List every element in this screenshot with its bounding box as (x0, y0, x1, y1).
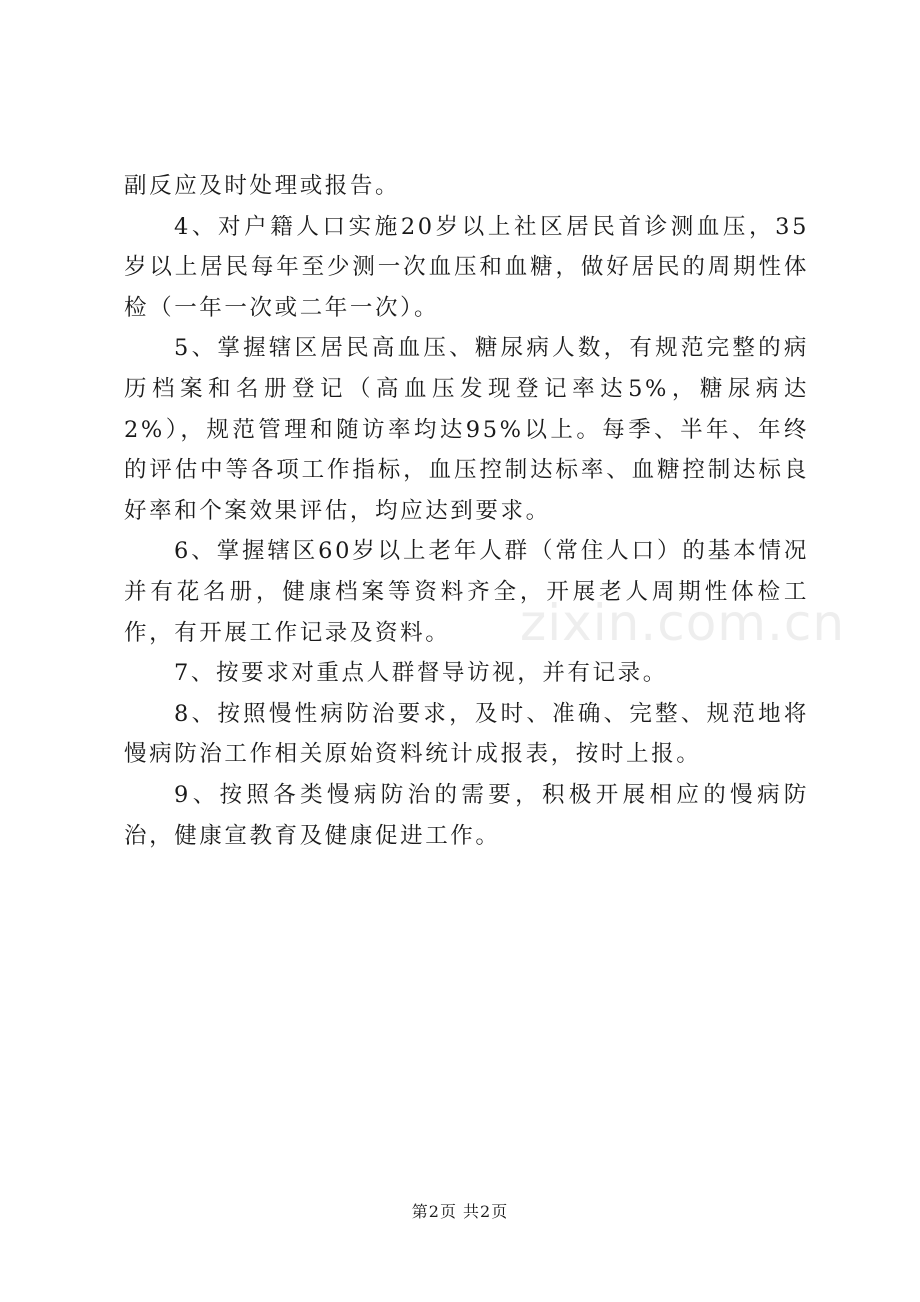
paragraph-item-9: 9、按照各类慢病防治的需要，积极开展相应的慢病防治，健康宣教育及健康促进工作。 (124, 781, 809, 849)
paragraph-item-6: 6、掌握辖区60岁以上老年人群（常住人口）的基本情况并有花名册，健康档案等资料齐全，开展老人周期性体检工作，有开展工作记录及资料。 (124, 538, 809, 646)
document-body (124, 166, 809, 856)
paragraph-continuation: 副反应及时处理或报告。 (124, 173, 401, 199)
watermark: zixin.com.cn (520, 594, 846, 652)
paragraph-item-5: 5、掌握辖区居民高血压、糖尿病人数，有规范完整的病历档案和名册登记（高血压发现登记率达5%，糖尿病达2%），规范管理和随访率均达95%以上。每季、半年、年终的评估中等各项工作指标，血压控制达标率、血糖控制达标良好率和个案效果评估，均应达到要求。 (124, 335, 809, 524)
paragraph-item-8: 8、按照慢性病防治要求，及时、准确、完整、规范地将慢病防治工作相关原始资料统计成报表，按时上报。 (124, 700, 809, 768)
paragraph-item-7: 7、按要求对重点人群督导访视，并有记录。 (174, 660, 668, 687)
paragraph-item-4: 4、对户籍人口实施20岁以上社区居民首诊测血压，35岁以上居民每年至少测一次血压和血糖，做好居民的周期性体检（一年一次或二年一次）。 (124, 213, 809, 321)
page-number-footer: 第2页 共2页 (411, 1202, 509, 1221)
